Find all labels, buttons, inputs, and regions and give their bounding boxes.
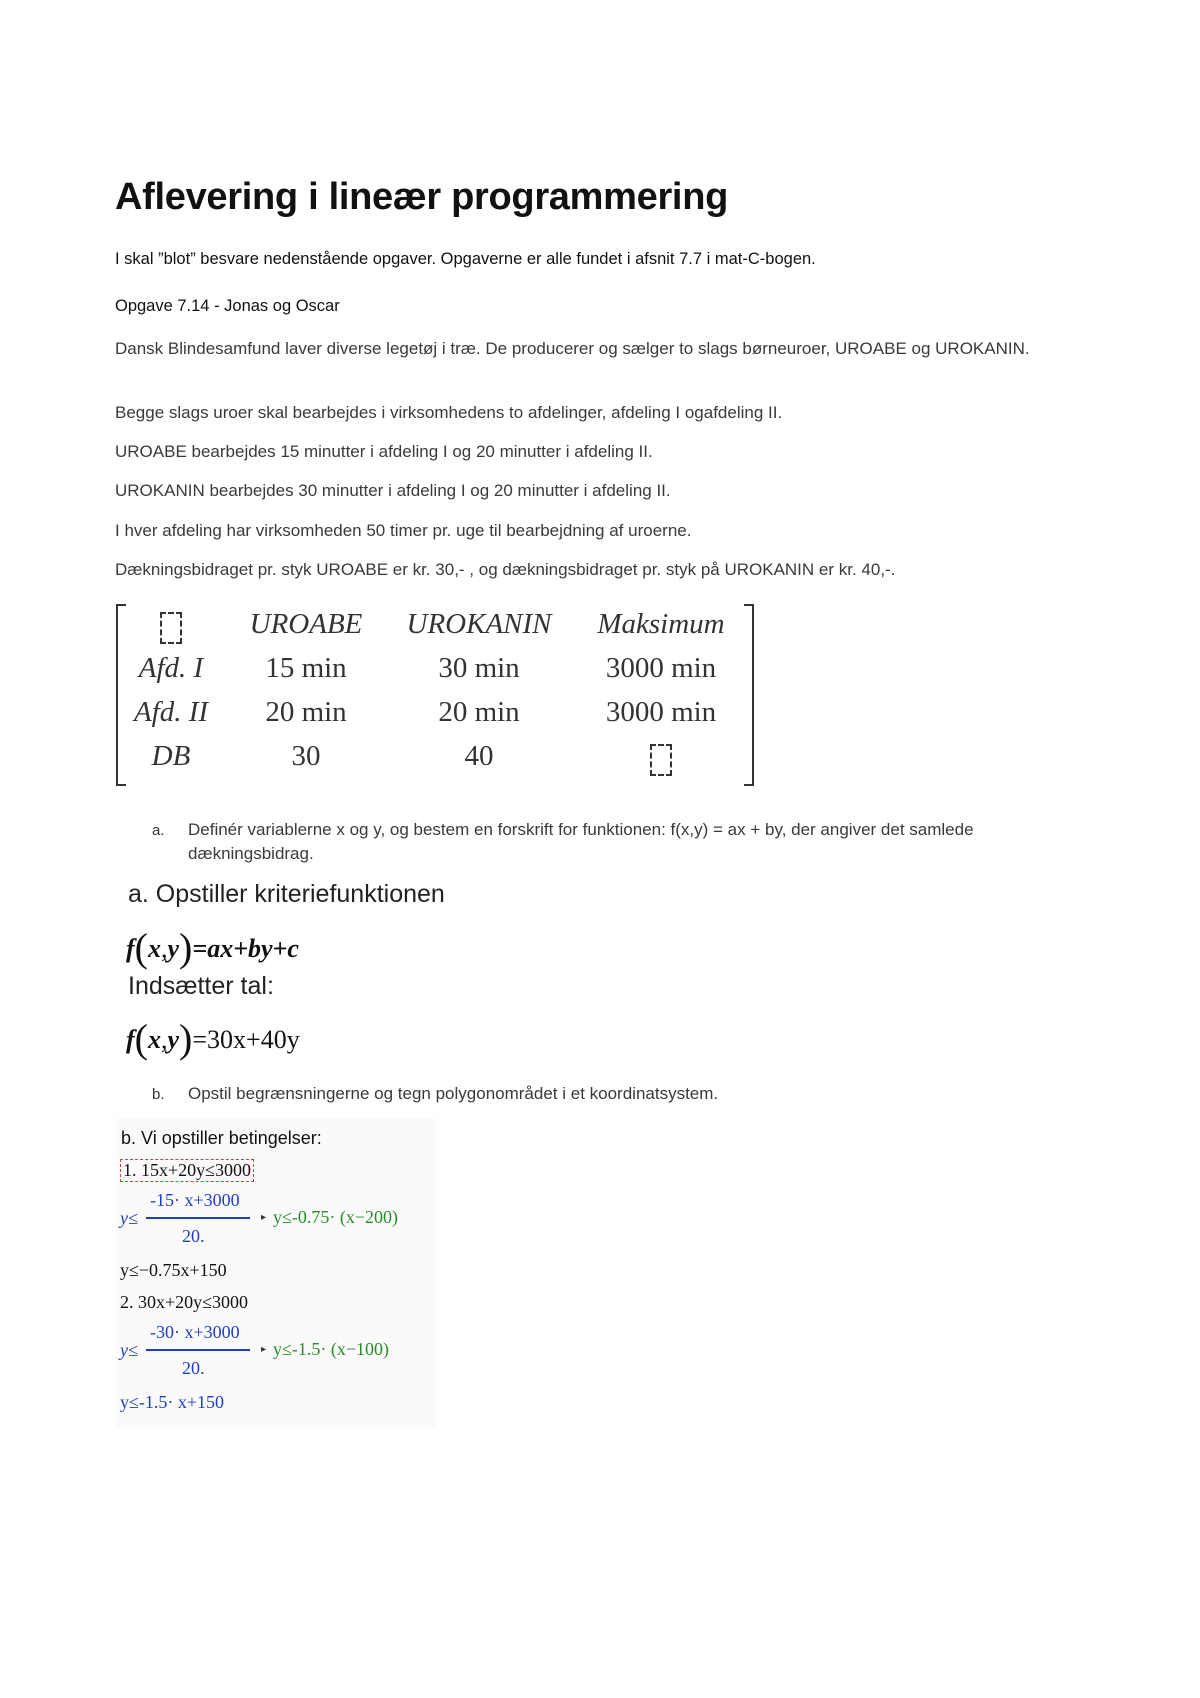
task-heading: Opgave 7.14 - Jonas og Oscar xyxy=(115,297,340,315)
item-a-text-line2: dækningsbidrag. xyxy=(188,844,314,863)
matrix-row-label: DB xyxy=(151,740,191,772)
matrix-cell: 3000 min xyxy=(605,696,717,728)
intro-text: I skal ”blot” besvare nedenstående opgaver. Opgaverne er alle fundet i afsnit 7.7 i mat-C-bogen. xyxy=(115,250,816,268)
item-a-text-line1: Definér variablerne x og y, og bestem en forskrift for funktionen: f(x,y) = ax + by, der angiver det samlede xyxy=(188,820,974,839)
constraint-2-denominator: 20. xyxy=(182,1358,205,1378)
result-arrow-icon: ▸ xyxy=(261,1212,267,1223)
matrix-cell: 3000 min xyxy=(605,652,717,684)
matrix-cell: 20 min xyxy=(438,696,520,728)
constraint-1-simplified: y≤−0.75x+150 xyxy=(120,1260,227,1280)
constraint-1: 1. 15x+20y≤3000 xyxy=(120,1159,254,1182)
paragraph-1: Dansk Blindesamfund laver diverse legetøj i træ. De producerer og sælger to slags børneuroer, UROABE og UROKANIN. xyxy=(115,339,1030,358)
constraint-2-yle: y≤ xyxy=(120,1340,138,1360)
constraint-2-result: y≤-1.5· (x−100) xyxy=(273,1339,390,1359)
matrix-cell: 40 xyxy=(464,740,494,772)
paragraph-2: Begge slags uroer skal bearbejdes i virksomhedens to afdelinger, afdeling I ogafdeling II. xyxy=(115,403,783,422)
list-marker-a: a. xyxy=(152,822,165,839)
matrix-bracket-left xyxy=(116,604,126,786)
paragraph-6: Dækningsbidraget pr. styk UROABE er kr. 30,- , og dækningsbidraget pr. styk på UROKANIN er kr. 40,-. xyxy=(115,560,896,579)
solution-a-subheading: Indsætter tal: xyxy=(128,972,274,1000)
matrix-header-uroabe: UROABE xyxy=(249,608,363,640)
solution-a-formula-1: f(x,y)=ax+by+c xyxy=(126,925,299,970)
data-matrix xyxy=(116,604,754,786)
matrix-bracket-right xyxy=(744,604,754,786)
fraction-bar xyxy=(146,1217,250,1219)
item-b-text: Opstil begrænsningerne og tegn polygonområdet i et koordinatsystem. xyxy=(188,1084,719,1103)
matrix-cell: 15 min xyxy=(265,652,347,684)
solution-a-formula-2: f(x,y)=30x+40y xyxy=(126,1016,300,1061)
page-title: Aflevering i lineær programmering xyxy=(115,176,729,218)
paragraph-3: UROABE bearbejdes 15 minutter i afdeling I og 20 minutter i afdeling II. xyxy=(115,442,653,461)
solution-b-heading: b. Vi opstiller betingelser: xyxy=(121,1128,322,1148)
constraint-2: 2. 30x+20y≤3000 xyxy=(120,1292,249,1312)
matrix-row-label: Afd. I xyxy=(138,652,204,684)
constraint-1-denominator: 20. xyxy=(182,1226,205,1246)
constraint-1-yle: y≤ xyxy=(120,1208,138,1228)
matrix-row-label: Afd. II xyxy=(133,696,209,728)
constraint-1-result: y≤-0.75· (x−200) xyxy=(273,1207,399,1227)
paragraph-4: UROKANIN bearbejdes 30 minutter i afdeling I og 20 minutter i afdeling II. xyxy=(115,481,671,500)
list-marker-b: b. xyxy=(152,1086,165,1103)
matrix-header-urokanin: UROKANIN xyxy=(406,608,552,640)
matrix-empty-cell xyxy=(160,612,182,644)
matrix-header-maksimum: Maksimum xyxy=(597,608,725,640)
result-arrow-icon: ▸ xyxy=(261,1344,267,1355)
constraint-2-simplified: y≤-1.5· x+150 xyxy=(120,1392,225,1412)
solution-a-heading: a. Opstiller kriteriefunktionen xyxy=(128,880,445,908)
matrix-cell: 20 min xyxy=(265,696,347,728)
matrix-cell: 30 xyxy=(291,740,321,772)
matrix-cell: 30 min xyxy=(438,652,520,684)
paragraph-5: I hver afdeling har virksomheden 50 timer pr. uge til bearbejdning af uroerne. xyxy=(115,521,692,540)
constraint-2-numerator: -30· x+3000 xyxy=(150,1322,240,1342)
matrix-empty-cell xyxy=(650,744,672,776)
formula-2-rhs: =30x+40y xyxy=(192,1025,300,1054)
constraint-1-numerator: -15· x+3000 xyxy=(150,1190,240,1210)
fraction-bar xyxy=(146,1349,250,1351)
formula-1-rhs: =ax+by+c xyxy=(192,934,299,963)
